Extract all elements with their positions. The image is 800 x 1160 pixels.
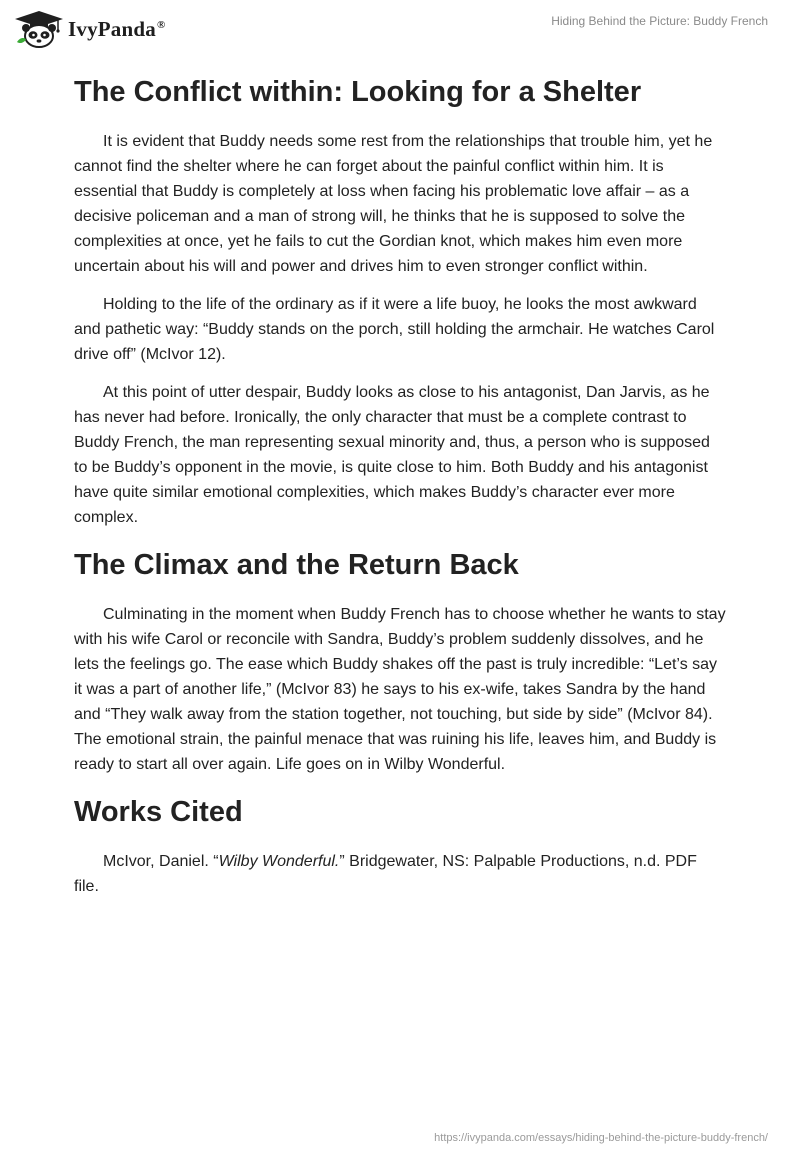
ivypanda-logo[interactable]	[14, 10, 165, 48]
cited-work-title: Wilby Wonderful.	[218, 853, 340, 870]
source-url-link[interactable]: https://ivypanda.com/essays/hiding-behind-the-picture-buddy-french/	[434, 1132, 768, 1144]
paragraph: Holding to the life of the ordinary as if it were a life buoy, he looks the most awkward and pathetic way: “Buddy stands on the porch, still holding the armchair. He watches Carol drive off” (McIvor 12).	[74, 296, 715, 363]
paragraph: At this point of utter despair, Buddy looks as close to his antagonist, Dan Jarvis, as he has never had before. Ironically, the only character that must be a complete contrast to Buddy French, the man representing sexual minority and, thus, a person who is supposed to be Buddy’s opponent in the movie, is quite close to him. Both Buddy and his antagonist have quite similar emotional complexities, which makes Buddy’s character ever more complex.	[74, 384, 710, 526]
page-header	[0, 0, 800, 60]
document-title: Hiding Behind the Picture: Buddy French	[551, 14, 768, 28]
section-heading: The Conflict within: Looking for a Shelter	[74, 76, 642, 108]
section-heading: The Climax and the Return Back	[74, 549, 519, 581]
essay-body	[74, 70, 726, 912]
section-climax	[74, 543, 726, 777]
panda-graduate-icon	[14, 10, 64, 48]
section-heading: Works Cited	[74, 796, 243, 828]
section-conflict-within	[74, 70, 726, 530]
paragraph: Culminating in the moment when Buddy French has to choose whether he wants to stay with his wife Carol or reconcile with Sandra, Buddy’s problem suddenly dissolves, and he lets the feelings go. The ease which Buddy shakes off the past is truly incredible: “Let’s say it was a part of another life,” (McIvor 83) he says to his ex-wife, takes Sandra by the hand and “They walk away from the station together, not touching, but side by side” (McIvor 84). The emotional strain, the painful menace that was ruining his life, leaves him, and Buddy is ready to start all over again. Life goes on in Wilby Wonderful.	[74, 606, 726, 773]
brand-name: IvyPanda®	[68, 16, 166, 41]
citation-entry: McIvor, Daniel. “Wilby Wonderful.” Bridgewater, NS: Palpable Productions, n.d. PDF file.	[74, 853, 697, 895]
section-works-cited	[74, 790, 726, 899]
paragraph: It is evident that Buddy needs some rest from the relationships that trouble him, yet he cannot find the shelter where he can forget about the painful conflict within him. It is essential that Buddy is completely at loss when facing his problematic love affair – as a decisive policeman and a man of strong will, he thinks that he is supposed to solve the complexities at once, yet he fails to cut the Gordian knot, which makes him even more uncertain about his will and power and drives him to even stronger conflict within.	[74, 133, 713, 275]
